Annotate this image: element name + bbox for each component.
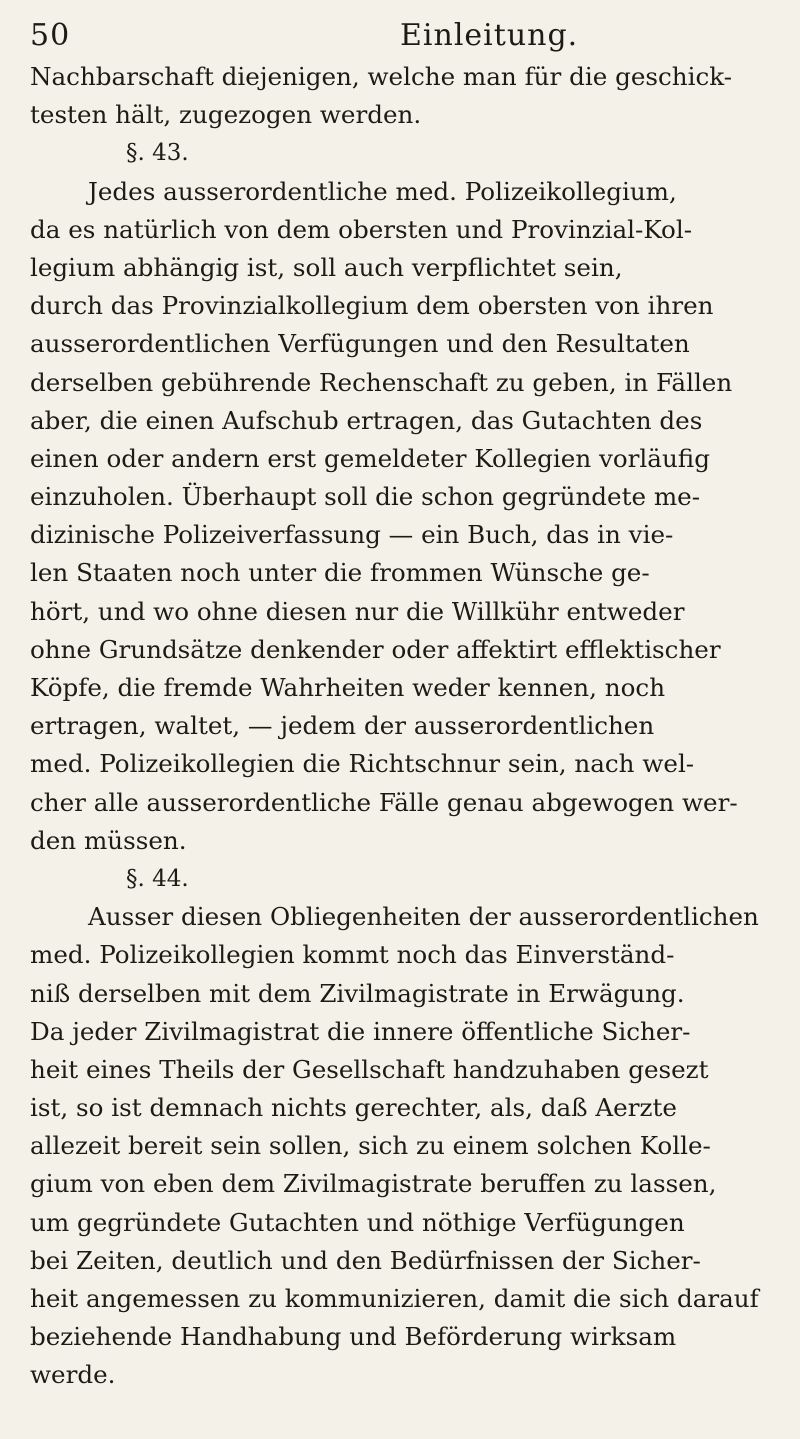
body-text [30,58,780,1395]
running-head: Einleitung. [400,18,579,53]
text-line: beziehende Handhabung und Beförderung wirksam [30,1322,677,1352]
text-line: Jedes ausserordentliche med. Polizeikollegium, [88,176,677,206]
text-line: len Staaten noch unter die frommen Wünsche ge- [30,558,650,588]
text-line: den müssen. [30,825,187,855]
text-line: bei Zeiten, deutlich und den Bedürfnissen der Sicher- [30,1245,701,1275]
text-line: niß derselben mit dem Zivilmagistrate in Erwägung. [30,978,685,1008]
text-line: derselben gebührende Rechenschaft zu geben, in Fällen [30,367,733,397]
text-line: ertragen, waltet, — jedem der ausserordentlichen [30,711,655,741]
text-line: Ausser diesen Obliegenheiten der ausserordentlichen [88,902,759,932]
text-line: ausserordentlichen Verfügungen und den Resultaten [30,329,690,359]
text-line: ist, so ist demnach nichts gerechter, als, daß Aerzte [30,1093,677,1123]
text-line: legium abhängig ist, soll auch verpflichtet sein, [30,252,623,282]
text-line: gium von eben dem Zivilmagistrate beruffen zu lassen, [30,1169,717,1199]
text-line: Nachbarschaft diejenigen, welche man für die geschick- [30,62,733,91]
text-line: durch das Provinzialkollegium dem obersten von ihren [30,291,714,321]
text-line: Da jeder Zivilmagistrat die innere öffentliche Sicher- [30,1016,691,1046]
text-line: um gegründete Gutachten und nöthige Verfügungen [30,1207,685,1237]
page-number: 50 [30,18,71,53]
text-line: allezeit bereit sein sollen, sich zu einem solchen Kolle- [30,1131,711,1161]
text-line: werde. [30,1360,116,1390]
text-line: einzuholen. Überhaupt soll die schon gegründete me- [30,482,701,512]
text-line: dizinische Polizeiverfassung — ein Buch, das in vie- [30,520,674,550]
text-line: hört, und wo ohne diesen nur die Willkühr entweder [30,596,685,626]
page-header [30,14,780,58]
text-line: heit angemessen zu kommunizieren, damit die sich darauf [30,1284,759,1313]
section-heading-44: §. 44. [126,865,189,892]
text-line: med. Polizeikollegien die Richtschnur sein, nach wel- [30,749,695,779]
text-line: med. Polizeikollegien kommt noch das Einverständ- [30,940,675,970]
section-heading-43: §. 43. [126,140,189,167]
text-line: heit eines Theils der Gesellschaft handzuhaben gesezt [30,1054,709,1084]
text-line: Köpfe, die fremde Wahrheiten weder kennen, noch [30,673,666,702]
text-line: einen oder andern erst gemeldeter Kollegien vorläufig [30,443,710,473]
text-line: cher alle ausserordentliche Fälle genau abgewogen wer- [30,787,738,817]
text-line: aber, die einen Aufschub ertragen, das Gutachten des [30,405,703,435]
text-line: testen hält, zugezogen werden. [30,100,422,130]
text-line: da es natürlich von dem obersten und Provinzial-Kol- [30,214,693,244]
text-line: ohne Grundsätze denkender oder affektirt efflektischer [30,634,721,664]
